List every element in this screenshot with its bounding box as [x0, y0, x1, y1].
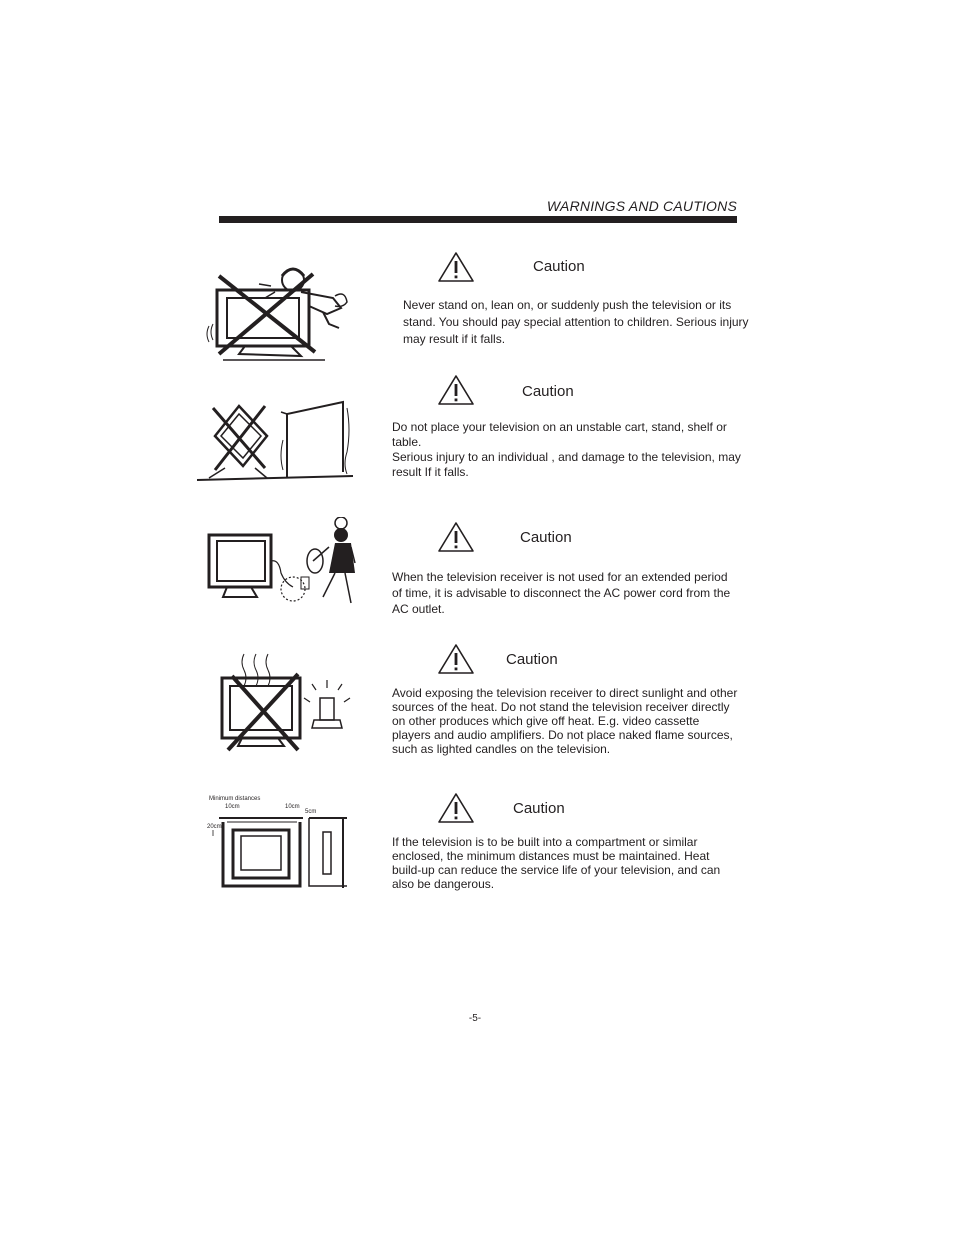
diagram-title: Minimum distances: [209, 796, 261, 802]
warning-triangle-icon: [437, 251, 475, 283]
caution-text-line: Do not place your television on an unstable cart, stand, shelf or table.: [392, 420, 727, 449]
distance-label: 10cm: [285, 804, 300, 810]
distance-label: 5cm: [305, 809, 317, 815]
distance-label: 10cm: [225, 804, 240, 810]
caution-text-line: Serious injury to an individual , and damage to the television, may result If it falls.: [392, 450, 741, 479]
caution-label: Caution: [520, 529, 572, 546]
distance-label: 20cm: [207, 824, 222, 830]
section-title: WARNINGS AND CAUTIONS: [546, 198, 737, 214]
page-number: -5-: [468, 1013, 482, 1024]
caution-label: Caution: [533, 258, 585, 275]
minimum-distances-diagram: [205, 792, 353, 890]
child-pushing-tv-illustration: [205, 262, 360, 366]
caution-text: Never stand on, lean on, or suddenly push the television or its stand. You should pay special attention to children. Serious injury may result if it falls.: [403, 298, 749, 346]
unplug-power-cord-illustration: [205, 517, 357, 607]
caution-text: When the television receiver is not used for an extended period of time, it is advisable to disconnect the AC power cord from the AC outlet.: [392, 570, 731, 616]
warning-triangle-icon: [437, 792, 475, 824]
caution-label: Caution: [513, 800, 565, 817]
caution-text: Avoid exposing the television receiver to direct sunlight and other sources of the heat. Do not stand the television receiver directly on other produces which give off heat. E.g. video cassette players and audio amplifiers. Do not place naked flame sources, such as lighted candles on the television.: [392, 686, 738, 756]
caution-text: If the television is to be built into a compartment or similar enclosed, the minimum distances must be maintained. Heat build-up can reduce the service life of your television, and can also be dangerous.: [392, 835, 721, 891]
warning-triangle-icon: [437, 521, 475, 553]
caution-text: [392, 420, 744, 480]
unstable-stand-illustration: [195, 400, 355, 484]
heat-source-illustration: [218, 650, 352, 754]
warning-triangle-icon: [437, 374, 475, 406]
caution-label: Caution: [522, 383, 574, 400]
header-rule: [219, 216, 737, 223]
caution-label: Caution: [506, 651, 558, 668]
warning-triangle-icon: [437, 643, 475, 675]
